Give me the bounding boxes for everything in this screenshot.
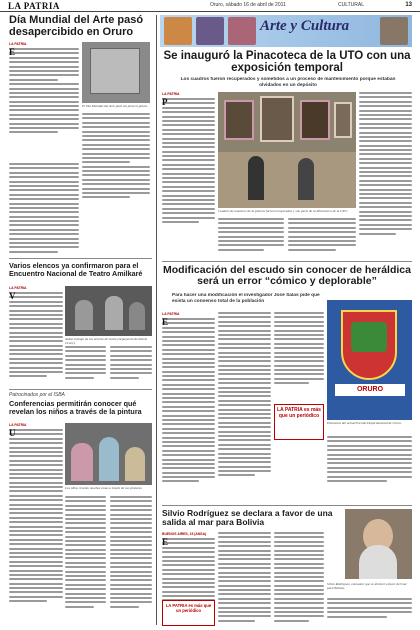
article-dia-mundial-body xyxy=(9,42,79,162)
pullquote-silvio xyxy=(162,600,215,626)
headline-pinacoteca: Se inauguró la Pinacoteca de la UTO con una exposición temporal xyxy=(163,50,411,75)
article-elencos-col3 xyxy=(110,346,152,386)
headline-elencos: Varios elencos ya confirmaron para el Encuentro Nacional de Teatro Amilkaré xyxy=(9,262,143,278)
article-pinacoteca-col4 xyxy=(359,92,412,258)
article-escudo-col1 xyxy=(162,312,215,502)
article-silvio-col2 xyxy=(218,532,271,624)
photo-elencos xyxy=(65,286,152,336)
headline-dia-mundial: Día Mundial del Arte pasó desapercibido en Oruro xyxy=(9,15,144,38)
divider xyxy=(9,258,152,259)
article-pinacoteca-col3 xyxy=(288,218,356,258)
dropcap: E xyxy=(9,47,16,57)
photo-pinacoteca xyxy=(218,92,356,208)
byline: LA PATRIA xyxy=(9,42,27,46)
column-rule xyxy=(156,15,157,625)
pullquote-text: LA PATRIA es más que un periódico xyxy=(277,407,321,419)
article-elencos-body xyxy=(9,286,63,386)
dropcap: E xyxy=(162,537,169,547)
headline-isba: Conferencias permitirán conocer qué revelan los niños a través de la pintura xyxy=(9,400,142,416)
photo-isba xyxy=(65,423,152,485)
article-isba-body xyxy=(9,423,63,623)
newspaper-logo: LA PATRIA xyxy=(8,1,60,11)
divider xyxy=(162,505,412,506)
dropcap: E xyxy=(162,317,169,327)
deck-escudo: Para hacer una modificación el investigador José Salas pide que exista un consenso total de la población xyxy=(172,293,320,304)
byline: BUENOS AIRES, 15 (ANSA) xyxy=(162,532,207,536)
article-silvio-col4 xyxy=(327,598,412,626)
article-pinacoteca-col2 xyxy=(218,218,284,258)
image-escudo-oruro xyxy=(327,300,412,420)
pullquote-escudo xyxy=(274,404,324,440)
dateline: Oruro, sábado 16 de abril de 2011 xyxy=(210,2,286,8)
article-isba-col2 xyxy=(65,496,106,624)
article-dia-mundial-col2 xyxy=(82,113,150,203)
byline: LA PATRIA xyxy=(162,92,180,96)
caption-silvio: Silvio Rodríguez, cantautor que se declaró a favor del mar para Bolivia. xyxy=(327,582,407,590)
headline-escudo: Modificación del escudo sin conocer de heráldica será un error “cómico y deplorable” xyxy=(163,265,411,288)
photo-dia-mundial xyxy=(82,42,150,103)
caption-isba: Los niños revelan muchas cosas a través de sus pinturas. xyxy=(65,486,143,490)
section-banner-title: Arte y Cultura xyxy=(260,18,350,34)
caption-dia-mundial: El Día Mundial del Arte pasó sin pena ni gloria. xyxy=(82,104,148,108)
caption-pinacoteca: Cuadros de maestros de la pintura fueron recuperados y son parte de la Pinacoteca de la UTO. xyxy=(218,209,348,213)
dropcap: V xyxy=(9,291,16,301)
article-elencos-col2 xyxy=(65,346,106,386)
article-silvio-col3 xyxy=(274,532,324,624)
caption-elencos: Arduo trabajo de los actores de teatro (Argumento de Patria Oruro). xyxy=(65,337,148,345)
headline-silvio: Silvio Rodríguez se declara a favor de una salida al mar para Bolivia xyxy=(162,509,333,527)
article-dia-mundial-col1b xyxy=(9,163,79,263)
article-isba-col3 xyxy=(110,496,152,624)
article-escudo-col3 xyxy=(274,312,324,402)
dropcap: U xyxy=(9,428,16,438)
divider xyxy=(9,389,152,390)
article-escudo-col2 xyxy=(218,312,271,502)
article-escudo-col4 xyxy=(327,436,412,502)
article-pinacoteca-col1 xyxy=(162,92,215,242)
page-number: 13 xyxy=(405,2,412,8)
deck-pinacoteca: Los cuadros fueron recuperados y sometidos a un proceso de mantenimiento porque estaban olvidados en un depósito xyxy=(180,77,396,88)
byline: LA PATRIA xyxy=(162,312,180,316)
kicker-isba: Patrocinados por el ISBA xyxy=(9,392,65,398)
byline: LA PATRIA xyxy=(9,286,27,290)
escudo-label: ORURO xyxy=(335,384,405,396)
byline: LA PATRIA xyxy=(9,423,27,427)
divider xyxy=(162,261,412,262)
caption-escudo: Elementos del actual Escudo Departamental de Oruro. xyxy=(327,421,402,425)
dropcap: P xyxy=(162,97,168,107)
masthead xyxy=(0,0,420,12)
photo-silvio xyxy=(345,509,412,579)
pullquote-text: LA PATRIA es más que un periódico xyxy=(165,603,212,613)
section-name: CULTURAL xyxy=(338,2,365,8)
section-banner xyxy=(160,15,412,47)
